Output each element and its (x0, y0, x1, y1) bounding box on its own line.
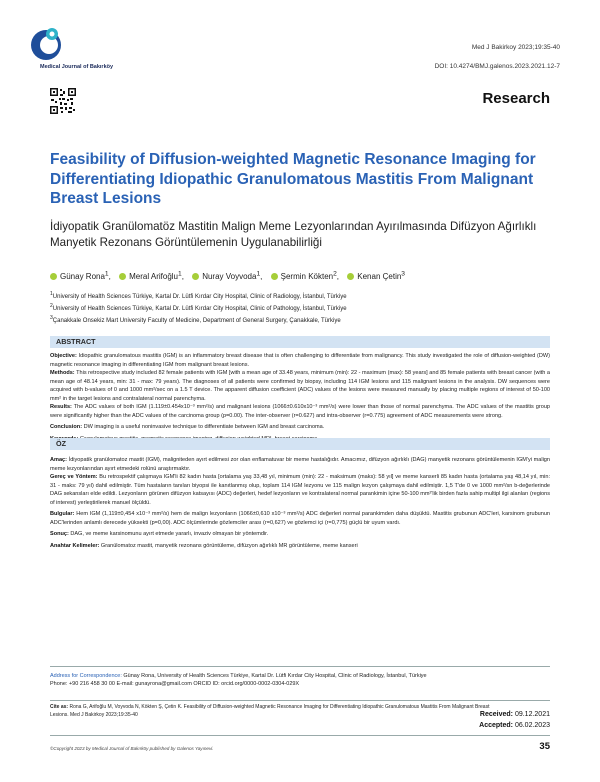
citation-line: Med J Bakirkoy 2023;19:35-40 (471, 44, 560, 51)
oz-body: Amaç: İdiyopatik granülomatoz mastit (IGM), maligniteden ayırt edilmesi zor olan enflamatuvar bir meme hastalığıdır. Amacımız, difüzyon ağırlıklı (DAG) manyetik rezonans görüntülemenin IGM'yi malign meme lezyonlarından ayırt etmedeki rolünü araştırmaktır. Gereç ve Yöntem: Bu retrospektif çalışmaya IGM'li 82 kadın hasta [ortalama yaş 33,48 yıl, minimum (min): 22 - maksimum (maks): 58 yıl] ve meme kanserli 85 kadın hasta (ortalama yaş 48,14 yıl, min: 31 - maks: 79 yıl) dahil edilmiştir. Tüm hastaların tanıları biyopsi ile kanıtlanmış olup, toplam 114 IGM lezyonu ve 115 malign lezyon çalışmaya dahil edilmiştir. 1,5 T'de 0 ve 1000 mm²/sn b-değerlerinde DAG sekansları elde edildi. Lezyonların görünen difüzyon katsayısı (ADC) değerleri, hedef lezyonların ve kontralateral normal parankimin içine 50-100 mm²'lik birden fazla sahip multipl ilgi alanları (regions of interest) yerleştirilerek manuel ölçüldü. Bulgular: Hem IGM (1,119±0,454 x10⁻³ mm²/s) hem de malign lezyonların (1066±0,610 x10⁻³ mm²/s) ADC değerleri normal parankimden daha düşüktü. Mastitis grubunun ADC'leri, karsinom grubunun ADC'lerinden anlamlı derecede yüksekti (p=0,00). ADC ölçümlerinde gözlemciler arası (r=0,627) ve gözlemci içi (r=0,775) güçlü bir uyum vardı. Sonuç: DAG, ve meme karsinomunu ayırt etmede yararlı, invaziv olmayan bir yöntemdir. Anahtar Kelimeler: Granülomatoz mastit, manyetik rezonans görüntüleme, difüzyon ağırlıklı MR görüntüleme, meme kanseri (50, 457, 550, 549)
author: Nuray Voyvoda$^1$, (192, 272, 262, 281)
orcid-icon[interactable] (271, 273, 278, 280)
contact-line: Phone: +90 216 458 30 00 E-mail: gunayrona@gmail.com ORCID ID: orcid.org/0000-0002-0304-029X (50, 681, 300, 688)
article-title-turkish: İdiyopatik Granülomatöz Mastitin Malign Meme Lezyonlarından Ayırılmasında Difüzyon Ağırlıklı Manyetik Rezonans Görüntülemenin Uygulanabilirliği (50, 220, 537, 249)
received-date: Received: 09.12.2021 (479, 711, 550, 718)
affiliation: $^2$University of Health Sciences Türkiye, Kartal Dr. Lütfi Kırdar City Hospital, Clinic of Pathology, İstanbul, Türkiye (50, 303, 347, 313)
journal-logo-icon (30, 25, 64, 63)
oz-heading: ÖZ (56, 439, 66, 448)
divider (50, 735, 550, 736)
author: Şermin Kökten$^2$, (271, 272, 339, 281)
correspondence-block: Address for Correspondence: Günay Rona, University of Health Sciences Türkiye, Kartal Dr. Lütfi Kırdar City Hospital, Clinic of Radiology, İstanbul, Türkiye Phone: +90 216 458 30 00 E-mail: gunayrona@gmail.com ORCID ID: orcid.org/0000-0002-0304-029X (50, 673, 427, 688)
author: Günay Rona$^1$, (50, 272, 111, 281)
affiliation: $^3$Çanakkale Onsekiz Mart University Faculty of Medicine, Department of General Surgery, Çanakkale, Türkiye (50, 315, 341, 325)
affiliation: $^1$University of Health Sciences Türkiye, Kartal Dr. Lütfi Kırdar City Hospital, Clinic of Radiology, İstanbul, Türkiye (50, 291, 347, 300)
affiliations (50, 290, 347, 327)
divider (50, 700, 550, 701)
qr-code-icon (50, 88, 76, 114)
copyright-notice: ©Copyright 2023 by Medical Journal of Bakırköy published by Galenos Yayınevi. (50, 746, 214, 751)
abstract-heading: ABSTRACT (56, 337, 96, 346)
accepted-date: Accepted: 06.02.2023 (479, 722, 550, 729)
orcid-icon[interactable] (192, 273, 199, 280)
author: Kenan Çetin$^3$ (347, 272, 405, 281)
abstract-band (50, 336, 550, 348)
oz-band (50, 438, 550, 450)
abstract-body: Objective: Idiopathic granulomatous mastitis (IGM) is an inflammatory breast disease that is often challenging to differentiate from malignancy. This study investigated the role of diffusion-weighted (DW) magnetic resonance imaging in differentiating IGM from malignant breast lesions. Methods: This retrospective study included 82 female patients with IGM [with a mean age of 33.48 years, minimum (min): 22 - maximum (max): 58 years] and 85 female patients with breast cancer (with a mean age of 48.14 years, min: 31 - max: 79 years). The diagnoses of all patients were confirmed by biopsy, including 114 IGM lesions and 115 malignant lesions in the analysis. DW sequences were acquired with b-values of 0 and 1000 mm²/sec on a 1.5 T device. The apparent diffusion coefficient (ADC) values of the lesions were measured manually by placing multiple regions of interest of 50-100 mm² in the target lesions and contralateral normal parenchyma. Results: The ADC values of both IGM (1.119±0.454x10⁻³ mm²/s) and malignant lesions (1066±0.610x10⁻³ mm²/s) were lower than those of normal parenchyma. The ADC values of the mastitis group were significantly higher than the ADC values of the carcinoma group (p=0.00). The inter-observer (r=0.627) and intra-observer (r=0.775) agreement of ADC measurements were strong. Conclusion: DW imaging is a useful noninvasive technique to differentiate between IGM and breast carcinoma. (50, 353, 550, 430)
orcid-icon[interactable] (119, 273, 126, 280)
journal-name: Medical Journal of Bakırköy (40, 64, 114, 70)
orcid-icon[interactable] (50, 273, 57, 280)
divider (50, 666, 550, 667)
author: Meral Arifoğlu$^1$, (119, 272, 184, 281)
cite-as: Cite as: Rona G, Arifoğlu M, Voyvoda N, Kökten Ş, Çetin K. Feasibility of Diffusion-weighted Magnetic Resonance Imaging for Differentiating Idiopathic Granulomatous Mastitis From Malignant Breast Lesions. Med J Bakirkoy 2023;19:35-40 (50, 704, 490, 718)
page-number: 35 (539, 741, 550, 752)
section-label: Research (482, 90, 550, 107)
author-list (50, 270, 405, 281)
doi-link[interactable]: DOI: 10.4274/BMJ.galenos.2023.2021.12-7 (434, 63, 560, 70)
article-title: Feasibility of Diffusion-weighted Magnetic Resonance Imaging for Differentiating Idiopathic Granulomatous Mastitis From Malignant Breast Lesions (50, 151, 536, 207)
orcid-icon[interactable] (347, 273, 354, 280)
